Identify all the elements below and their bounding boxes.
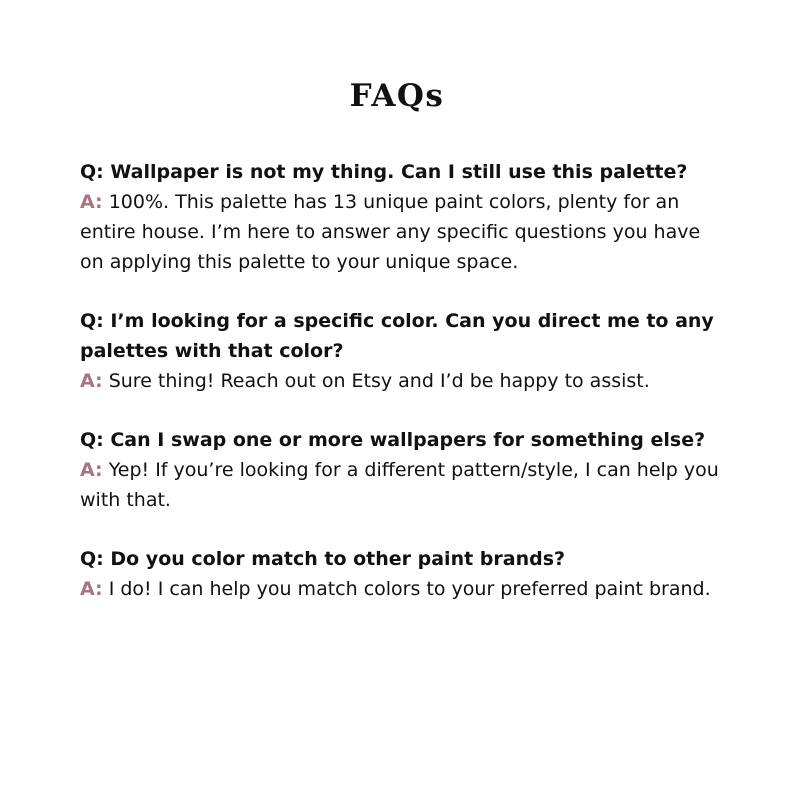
answer-text: 100%. This palette has 13 unique paint colors, plenty for an entire house. I’m here to answer any specific questions you have on applying this palette to your unique space. — [80, 191, 701, 273]
faq-item-color-match — [80, 544, 720, 604]
answer-label: A: — [80, 191, 103, 213]
faq-list — [80, 157, 720, 633]
answer-label: A: — [80, 459, 103, 481]
faq-answer — [80, 187, 720, 277]
faq-answer — [80, 366, 720, 396]
faq-answer — [80, 455, 720, 515]
answer-text: Sure thing! Reach out on Etsy and I’d be happy to assist. — [108, 370, 650, 392]
answer-text: Yep! If you’re looking for a different pattern/style, I can help you with that. — [80, 459, 719, 511]
faq-question: Q: Do you color match to other paint brands? — [80, 548, 566, 570]
faq-question: Q: Can I swap one or more wallpapers for something else? — [80, 429, 706, 451]
faq-answer — [80, 574, 720, 604]
answer-label: A: — [80, 370, 103, 392]
faq-item-wallpaper — [80, 157, 720, 277]
faq-question: Q: I’m looking for a specific color. Can you direct me to any palettes with that color? — [80, 310, 714, 362]
faq-question: Q: Wallpaper is not my thing. Can I still use this palette? — [80, 161, 688, 183]
answer-text: I do! I can help you match colors to your preferred paint brand. — [108, 578, 711, 600]
faq-item-swap-wallpapers — [80, 425, 720, 515]
answer-label: A: — [80, 578, 103, 600]
page-title: FAQs — [349, 78, 445, 114]
faq-item-specific-color — [80, 306, 720, 396]
